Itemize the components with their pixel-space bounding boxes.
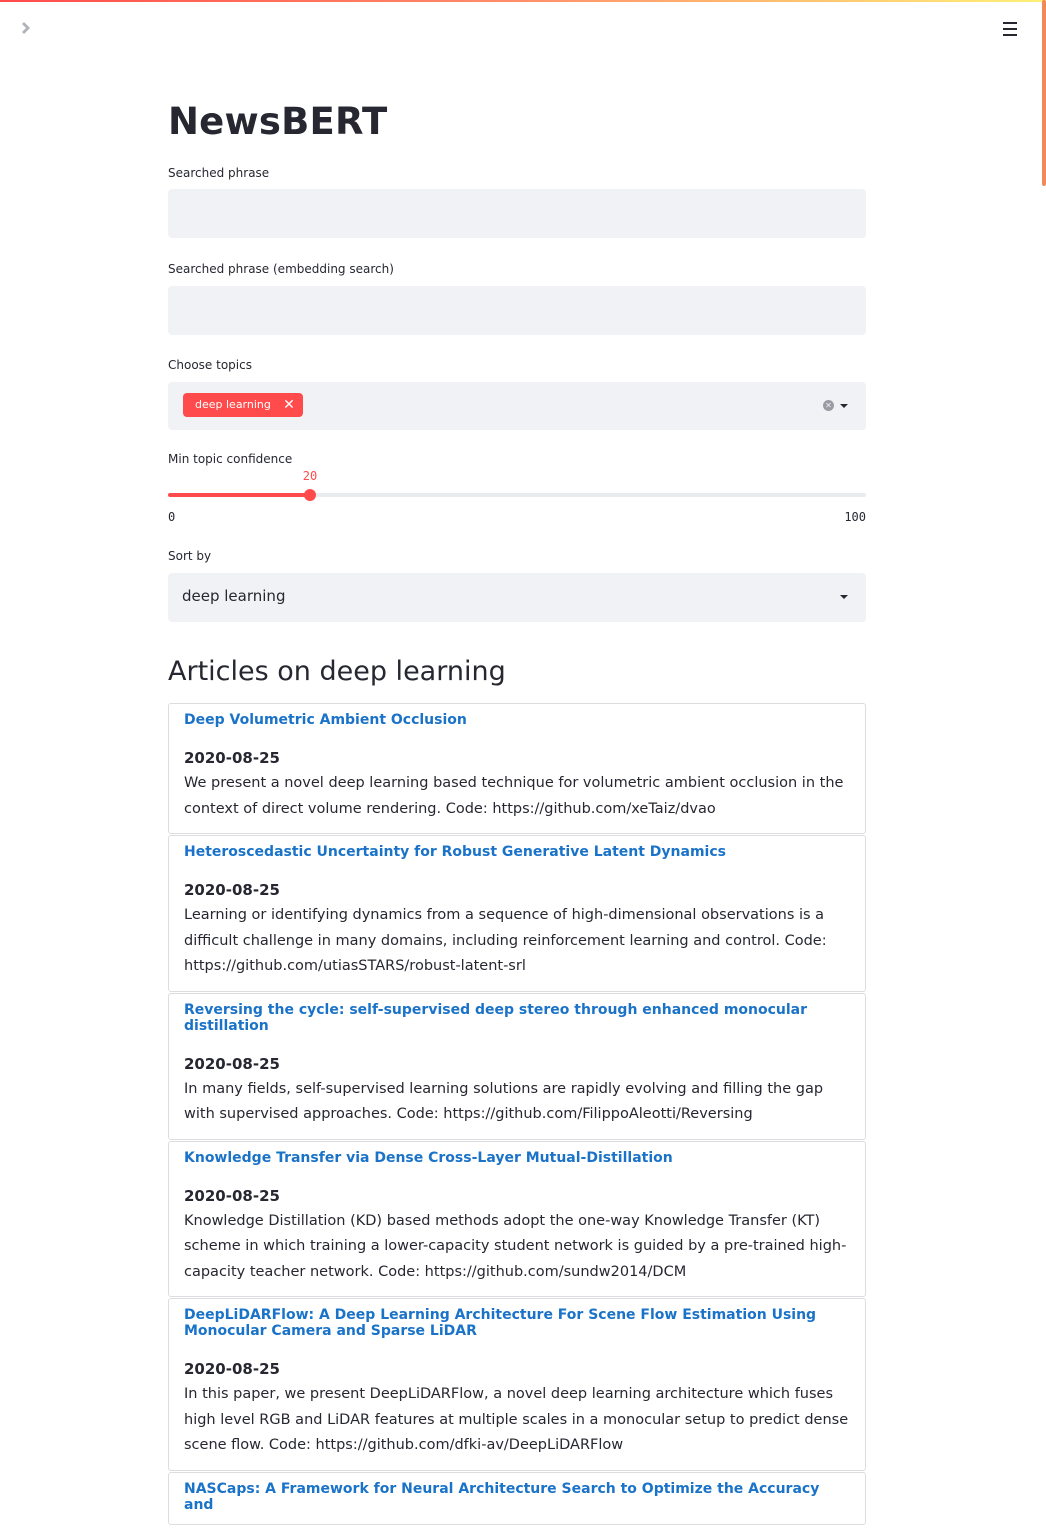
article-date: 2020-08-25 bbox=[184, 1186, 280, 1205]
sort-select[interactable] bbox=[168, 573, 866, 622]
article-title-link[interactable]: DeepLiDARFlow: A Deep Learning Architecture For Scene Flow Estimation Using Monocular Camera and Sparse LiDAR bbox=[184, 1307, 817, 1339]
article-card bbox=[168, 703, 866, 834]
article-card bbox=[168, 993, 866, 1140]
chevron-right-icon bbox=[18, 18, 38, 38]
article-summary: Learning or identifying dynamics from a sequence of high-dimensional observations is a difficult challenge in many domains, including reinforcement learning and control. Code: https://github.com/utiasSTARS/robust-latent-srl bbox=[184, 907, 827, 974]
page-title: NewsBERT bbox=[168, 100, 388, 143]
top-decoration-bar bbox=[0, 0, 1046, 2]
hamburger-icon bbox=[998, 18, 1022, 40]
article-title-link[interactable]: Heteroscedastic Uncertainty for Robust Generative Latent Dynamics bbox=[184, 844, 726, 860]
article-title-link[interactable]: Knowledge Transfer via Dense Cross-Layer Mutual-Distillation bbox=[184, 1149, 673, 1166]
article-summary: Knowledge Distillation (KD) based methods adopt the one-way Knowledge Transfer (KT) scheme in which training a lower-capacity student network is guided by a pre-trained high-capacity teacher network. Code: https://github.com/sundw2014/DCM bbox=[184, 1212, 847, 1280]
article-title-link[interactable]: Deep Volumetric Ambient Occlusion bbox=[184, 712, 467, 728]
article-date: 2020-08-25 bbox=[184, 1054, 280, 1073]
sort-selected-value: deep learning bbox=[182, 587, 286, 605]
topics-label: Choose topics bbox=[168, 358, 252, 372]
slider-max-label: 100 bbox=[844, 510, 866, 524]
slider-min-label: 0 bbox=[168, 510, 176, 524]
search-label: Searched phrase bbox=[168, 166, 270, 180]
article-title-link[interactable]: Reversing the cycle: self-supervised deep stereo through enhanced monocular distillation bbox=[184, 1001, 808, 1034]
caret-down-icon[interactable] bbox=[840, 404, 848, 408]
sidebar-toggle-button[interactable] bbox=[18, 18, 38, 38]
article-title-link[interactable]: NASCaps: A Framework for Neural Architecture Search to Optimize the Accuracy and bbox=[184, 1480, 820, 1513]
clear-all-icon[interactable]: ✕ bbox=[823, 400, 834, 411]
slider-value: 20 bbox=[302, 469, 318, 483]
article-card bbox=[168, 1298, 866, 1471]
embedding-search-label: Searched phrase (embedding search) bbox=[168, 262, 394, 276]
slider-fill bbox=[168, 493, 310, 497]
search-input[interactable] bbox=[168, 189, 866, 238]
slider-thumb[interactable] bbox=[304, 489, 316, 501]
topics-multiselect[interactable] bbox=[168, 382, 866, 430]
topic-tag-label: deep learning bbox=[195, 398, 271, 411]
topic-tag bbox=[183, 393, 303, 417]
results-heading: Articles on deep learning bbox=[168, 656, 506, 687]
confidence-slider[interactable] bbox=[168, 469, 866, 497]
article-date: 2020-08-25 bbox=[184, 1360, 280, 1378]
confidence-label: Min topic confidence bbox=[168, 452, 293, 466]
main-menu-button[interactable] bbox=[998, 18, 1022, 40]
sort-label: Sort by bbox=[168, 549, 212, 563]
article-summary: We present a novel deep learning based technique for volumetric ambient occlusion in the context of direct volume rendering. Code: https://github.com/xeTaiz/dvao bbox=[184, 775, 844, 817]
embedding-search-input[interactable] bbox=[168, 286, 866, 335]
article-card bbox=[168, 835, 866, 992]
article-summary: In this paper, we present DeepLiDARFlow, a novel deep learning architecture which fuses high level RGB and LiDAR features at multiple scales in a monocular setup to predict dense scene flow. Code: https://github.com/dfki-av/DeepLiDARFlow bbox=[184, 1386, 849, 1453]
remove-tag-icon[interactable]: ✕ bbox=[283, 397, 295, 413]
page-scrollbar[interactable] bbox=[1042, 0, 1046, 186]
article-card bbox=[168, 1472, 866, 1525]
article-list bbox=[168, 703, 866, 1526]
caret-down-icon[interactable] bbox=[840, 595, 848, 599]
article-date: 2020-08-25 bbox=[184, 881, 280, 899]
article-date: 2020-08-25 bbox=[184, 749, 280, 767]
article-summary: In many fields, self-supervised learning solutions are rapidly evolving and filling the gap with supervised approaches. Code: https://github.com/FilippoAleotti/Reversing bbox=[184, 1080, 824, 1122]
article-card bbox=[168, 1141, 866, 1298]
